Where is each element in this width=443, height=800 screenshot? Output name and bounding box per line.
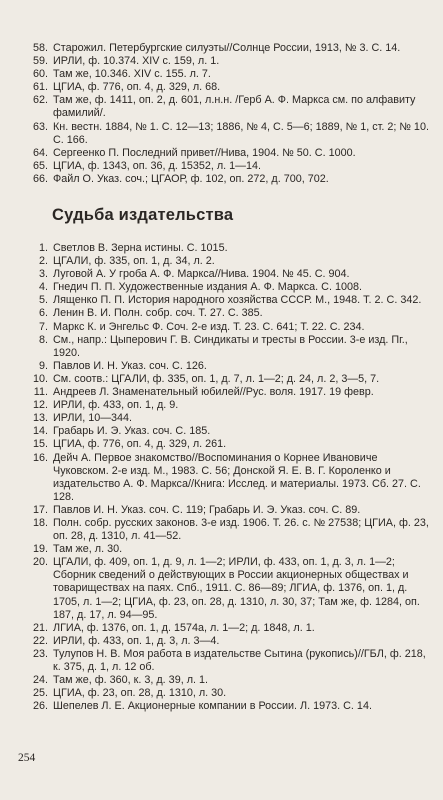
note-text: Шепелев Л. Е. Акционерные компании в России. Л. 1973. С. 14. xyxy=(53,700,372,713)
note-number: 59. xyxy=(32,55,48,68)
notes-list-section xyxy=(31,242,431,713)
note-item xyxy=(31,648,431,674)
note-number: 25. xyxy=(32,687,48,700)
note-number: 16. xyxy=(32,451,48,464)
note-item xyxy=(31,55,431,68)
note-number: 4. xyxy=(38,281,48,294)
note-text: См. соотв.: ЦГАЛИ, ф. 335, оп. 1, д. 7, л. 1—2; д. 24, л. 2, 3—5, 7. xyxy=(53,372,380,385)
note-text: Павлов И. Н. Указ. соч. С. 126. xyxy=(53,359,207,372)
note-number: 61. xyxy=(32,81,48,94)
note-text: Гнедич П. П. Художественные издания А. Ф. Маркса. С. 1008. xyxy=(53,281,362,294)
note-item xyxy=(31,321,431,334)
note-text: ИРЛИ, ф. 10.374. XIV с. 159, л. 1. xyxy=(53,55,220,68)
note-item xyxy=(31,94,431,120)
note-text: Дейч А. Первое знакомство//Воспоминания о Корнее Ивановиче Чуковском. 2-е изд. М., 1983. С. 56; Донской Я. Е. В. Г. Короленко и издательство А. Ф. Маркса//Книга: Исслед. и материалы. 1973. Сб. 27. С. 128. xyxy=(53,451,421,503)
note-text: Грабарь И. Э. Указ. соч. С. 185. xyxy=(53,425,211,438)
note-text: ЦГИА, ф. 1343, оп. 36, д. 15352, л. 1—14. xyxy=(53,159,261,172)
note-number: 60. xyxy=(32,68,48,81)
note-text: Павлов И. Н. Указ. соч. С. 119; Грабарь И. Э. Указ. соч. С. 89. xyxy=(53,503,361,516)
note-number: 11. xyxy=(33,386,48,399)
note-item xyxy=(31,543,431,556)
note-item xyxy=(31,334,431,360)
note-number: 21. xyxy=(32,621,48,634)
note-item xyxy=(31,452,431,504)
note-text: Луговой А. У гроба А. Ф. Маркса//Нива. 1904. № 45. С. 904. xyxy=(53,268,350,281)
note-item xyxy=(31,121,431,147)
note-number: 12. xyxy=(32,399,48,412)
note-number: 5. xyxy=(38,294,48,307)
note-number: 64. xyxy=(32,146,48,159)
note-item xyxy=(31,373,431,386)
note-number: 22. xyxy=(32,634,48,647)
note-text: Кн. вестн. 1884, № 1. С. 12—13; 1886, № 4, С. 5—6; 1889, № 1, ст. 2; № 10. С. 166. xyxy=(53,120,429,146)
note-text: ИРЛИ, ф. 433, оп. 1, д. 3, л. 3—4. xyxy=(53,634,220,647)
note-number: 66. xyxy=(32,172,48,185)
note-text: Ленин В. И. Полн. собр. соч. Т. 27. С. 385. xyxy=(53,307,263,320)
note-number: 58. xyxy=(32,42,48,54)
note-text: Там же, ф. 360, к. 3, д. 39, л. 1. xyxy=(53,674,208,687)
note-item xyxy=(31,307,431,320)
note-number: 63. xyxy=(32,120,48,133)
note-number: 65. xyxy=(32,159,48,172)
note-item xyxy=(31,173,431,186)
note-text: Там же, 10.346. XIV с. 155. л. 7. xyxy=(53,68,211,81)
note-number: 17. xyxy=(32,503,48,516)
note-text: Маркс К. и Энгельс Ф. Соч. 2-е изд. Т. 23. С. 641; Т. 22. С. 234. xyxy=(53,320,365,333)
note-number: 1. xyxy=(38,242,48,254)
note-item xyxy=(31,399,431,412)
note-text: Лященко П. П. История народного хозяйства СССР. М., 1948. Т. 2. С. 342. xyxy=(53,294,422,307)
note-number: 23. xyxy=(32,647,48,660)
note-item xyxy=(31,674,431,687)
note-text: ЛГИА, ф. 1376, оп. 1, д. 1574а, л. 1—2; д. 1848, л. 1. xyxy=(53,621,315,634)
note-text: ЦГАЛИ, ф. 335, оп. 1, д. 34, л. 2. xyxy=(53,255,215,268)
note-item xyxy=(31,360,431,373)
note-item xyxy=(31,268,431,281)
note-text: Старожил. Петербургские силуэты//Солнце России, 1913, № 3. С. 14. xyxy=(53,42,401,54)
note-text: Андреев Л. Знаменательный юбилей//Рус. воля. 1917. 19 февр. xyxy=(53,386,374,399)
note-text: ЦГИА, ф. 776, оп. 4, д. 329, л. 261. xyxy=(53,438,227,451)
note-item xyxy=(31,700,431,713)
note-item xyxy=(31,412,431,425)
note-text: ЦГАЛИ, ф. 409, оп. 1, д. 9, л. 1—2; ИРЛИ, ф. 433, оп. 1, д. 3, л. 1—2; Сборник сведений о действующих в России акционерных обществах и товариществах на паях. Спб., 1911. С. 86—89; ЛГИА, ф. 1376, оп. 1, д. 1705, л. 1—2; ЦГИА, ф. 23, оп. 28, д. 1310, л. 30, 37; Там же, ф. 1284, оп. 187, д. 17, л. 94—95. xyxy=(53,556,420,621)
note-number: 7. xyxy=(38,320,48,333)
note-number: 24. xyxy=(32,674,48,687)
note-number: 9. xyxy=(38,359,48,372)
note-number: 6. xyxy=(38,307,48,320)
note-number: 8. xyxy=(38,333,48,346)
note-text: ИРЛИ, ф. 433, оп. 1, д. 9. xyxy=(53,399,179,412)
note-item xyxy=(31,635,431,648)
note-text: Сергеенко П. Последний привет//Нива, 1904. № 50. С. 1000. xyxy=(53,146,356,159)
note-item xyxy=(31,160,431,173)
note-text: Файл О. Указ. соч.; ЦГАОР, ф. 102, оп. 272, д. 700, 702. xyxy=(53,172,329,185)
note-text: ЦГИА, ф. 23, оп. 28, д. 1310, л. 30. xyxy=(53,687,227,700)
page-number: 254 xyxy=(18,752,36,764)
note-number: 3. xyxy=(38,268,48,281)
note-item xyxy=(31,68,431,81)
note-text: Там же, л. 30. xyxy=(53,543,123,556)
note-item xyxy=(31,504,431,517)
note-item xyxy=(31,438,431,451)
note-number: 62. xyxy=(32,94,48,107)
note-item xyxy=(31,517,431,543)
note-text: Полн. собр. русских законов. 3-е изд. 1906. Т. 26. с. № 27538; ЦГИА, ф. 23, оп. 28, д. 1310, л. 41—52. xyxy=(53,516,429,543)
note-text: См., напр.: Цыперович Г. В. Синдикаты и тресты в России. 3-е изд. Пг., 1920. xyxy=(53,333,408,359)
note-item xyxy=(31,556,431,621)
note-number: 2. xyxy=(38,255,48,268)
note-number: 15. xyxy=(32,438,48,451)
note-item xyxy=(31,242,431,255)
note-item xyxy=(31,425,431,438)
note-item xyxy=(31,42,431,55)
note-item xyxy=(31,281,431,294)
note-item xyxy=(31,687,431,700)
note-number: 10. xyxy=(32,372,48,385)
note-text: ЦГИА, ф. 776, оп. 4, д. 329, л. 68. xyxy=(53,81,221,94)
note-text: Светлов В. Зерна истины. С. 1015. xyxy=(53,242,228,254)
note-number: 19. xyxy=(32,543,48,556)
note-item xyxy=(31,294,431,307)
note-number: 14. xyxy=(32,425,48,438)
note-number: 13. xyxy=(32,412,48,425)
note-item xyxy=(31,622,431,635)
note-number: 18. xyxy=(32,516,48,529)
note-number: 26. xyxy=(32,700,48,713)
section-title: Судьба издательства xyxy=(52,206,234,224)
note-item xyxy=(31,255,431,268)
note-text: ИРЛИ, 10—344. xyxy=(53,412,133,425)
note-item xyxy=(31,81,431,94)
note-text: Тулупов Н. В. Моя работа в издательстве Сытина (рукопись)//ГБЛ, ф. 218, к. 375, д. 1, л. 12 об. xyxy=(53,647,426,673)
note-item xyxy=(31,386,431,399)
note-number: 20. xyxy=(32,556,48,569)
note-item xyxy=(31,147,431,160)
note-text: Там же, ф. 1411, оп. 2, д. 601, л.н.н. /Герб А. Ф. Маркса см. по алфавиту фамилий/. xyxy=(53,94,416,120)
notes-list-previous-chapter xyxy=(31,42,431,186)
